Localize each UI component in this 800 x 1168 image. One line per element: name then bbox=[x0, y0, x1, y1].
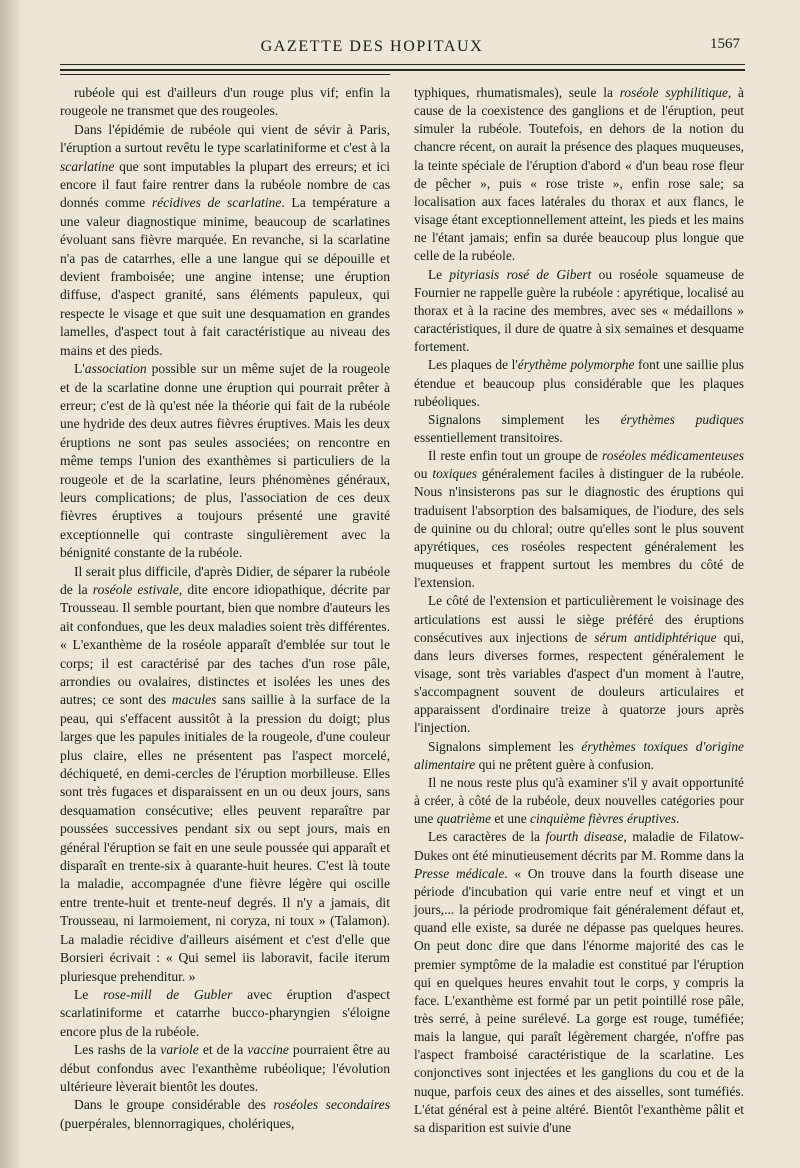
header-rule-thin bbox=[60, 64, 745, 65]
paragraph-text: , dite encore idiopathique, décrite par Trousseau. Il semble pourtant, bien que nombre d'auteurs les ait confondues, que les deux maladies soient très différentes. « L'exanthème de la roséole apparaît d'emblée sur tout le corps; il est caractérisé par des taches d'un rose pâle, arrondies ou ovalaires, distinctes et isolées les unes des autres; ce sont des bbox=[60, 581, 390, 708]
paragraph-text: Les plaques de l' bbox=[428, 357, 518, 373]
paragraph-text: Dans l'épidémie de rubéole qui vient de sévir à Paris, l'éruption a surtout revêtu le type scarlatiniforme et c'est à la bbox=[60, 121, 390, 156]
italic-term: sérum antidiphtérique bbox=[594, 629, 717, 645]
italic-term: quatrième bbox=[436, 811, 491, 827]
paragraph bbox=[60, 563, 390, 986]
paragraph-text: ou bbox=[414, 466, 433, 482]
paragraph-text: avec éruption d'aspect scarlatiniforme et catarrhe bucco-pharyngien s'éloigne encore plus de la rubéole. bbox=[60, 986, 390, 1039]
paragraph-text: et de la bbox=[198, 1042, 248, 1058]
running-header-title: GAZETTE DES HOPITAUX bbox=[260, 38, 484, 55]
paragraph bbox=[60, 1096, 390, 1133]
paragraph-text: Le bbox=[428, 266, 450, 282]
paragraph bbox=[414, 447, 744, 592]
paragraph-text: qui ne prêtent guère à confusion. bbox=[475, 756, 655, 772]
italic-term: Presse médicale bbox=[414, 865, 505, 881]
paragraph-text: Il ne nous reste plus qu'à examiner s'il y avait opportunité à créer, à côté de la rubéole, deux nouvelles catégories pour une bbox=[414, 774, 744, 827]
paragraph bbox=[414, 266, 744, 357]
italic-term: récidives de scarlatine bbox=[151, 195, 282, 211]
paragraph-text: Les caractères de la bbox=[428, 829, 546, 845]
paragraph-text: Dans le groupe considérable des bbox=[74, 1097, 274, 1113]
italic-term: roséole estivale bbox=[92, 581, 179, 597]
paragraph bbox=[60, 986, 390, 1041]
italic-term: érythèmes toxiques d'origine alimentaire bbox=[414, 738, 745, 772]
italic-term: roséoles secondaires bbox=[273, 1097, 390, 1113]
right-text-column bbox=[414, 84, 744, 1137]
italic-term: toxiques bbox=[432, 466, 477, 482]
paragraph-text: font une saillie plus étendue et beaucoup plus considérable que les plaques rubéoliques. bbox=[414, 357, 744, 409]
italic-term: association bbox=[84, 361, 147, 377]
italic-term: fourth disease bbox=[545, 829, 624, 845]
paragraph bbox=[414, 356, 744, 410]
paragraph-text: Le bbox=[74, 986, 104, 1002]
paragraph-text: Signalons simplement les bbox=[428, 411, 621, 427]
page-gutter-shadow bbox=[0, 0, 22, 1168]
paragraph bbox=[60, 121, 390, 360]
paragraph-text: . « On trouve dans la fourth disease une période d'incubation qui varie entre neuf et vingt et un jours,... la période prodromique fait généralement défaut et, quand elle existe, sa durée ne dépasse pas quelques heures. On peut donc dire que dans l'énorme majorité des cas le premier symptôme de la maladie est constitué par l'éruption qui en quelques heures envahit tout le corps, y compris la face. L'exanthème est formé par un petit pointillé rose pâle, très serré, à peine surélevé. La gorge est rouge, tuméfiée; mais la langue, qui paraît légèrement chargée, n'offre pas l'aspect framboisé caractéristique de la scarlatine. Les conjonctives sont injectées et les ganglions du cou et de la nuque, parfois ceux des aines et des aisselles, sont tuméfiés. L'état général est à peine altéré. Bientôt l'exanthème pâlit et sa disparition est suivie d'une bbox=[414, 865, 744, 1135]
paragraph-text: Signalons simplement les bbox=[428, 738, 582, 754]
italic-term: érythèmes pudiques bbox=[620, 411, 744, 427]
italic-term: variole bbox=[160, 1042, 199, 1058]
paragraph-text: pourraient être au début confondus avec l'exanthème rubéolique; l'évolution ultérieure lèverait bientôt les doutes. bbox=[60, 1042, 390, 1094]
paragraph bbox=[60, 1041, 390, 1096]
paragraph-text: Il serait plus difficile, d'après Didier, de séparer la rubéole de la bbox=[60, 563, 390, 597]
paragraph-text: qui, dans leurs diverses formes, respectent généralement le visage, sont très variables d'aspect d'un moment à l'autre, s'accompagnent souvent de douleurs articulaires et apparaissent d'ordinaire treize à quatorze jours après l'injection. bbox=[414, 629, 744, 736]
paragraph bbox=[60, 360, 390, 562]
paragraph bbox=[414, 828, 744, 1137]
italic-term: vaccine bbox=[247, 1042, 289, 1058]
paragraph bbox=[414, 738, 744, 774]
paragraph bbox=[414, 84, 744, 266]
paragraph-text: Les rashs de la bbox=[74, 1042, 161, 1058]
paragraph bbox=[60, 84, 390, 121]
paragraph-text: que sont imputables la plupart des erreurs; et ici encore il faut faire rentrer dans la rubéole nombre de cas donnés comme bbox=[60, 158, 390, 211]
italic-term: pityriasis rosé de Gibert bbox=[449, 266, 592, 282]
header-rule-thick bbox=[60, 69, 745, 71]
header-rule-short bbox=[60, 74, 390, 75]
paragraph bbox=[414, 411, 744, 447]
paragraph-text: (puerpérales, blennorragiques, cholériques, bbox=[60, 1115, 295, 1131]
italic-term: cinquième fièvres éruptives bbox=[530, 811, 677, 827]
paragraph-text: , maladie de Filatow-Dukes ont été minutieusement décrits par M. Romme dans la bbox=[414, 829, 744, 863]
paragraph-text: rubéole qui est d'ailleurs d'un rouge plus vif; enfin la rougeole ne transmet que des rougeoles. bbox=[60, 85, 390, 119]
paragraph-text: sans saillie à la surface de la peau, qui s'effacent aussitôt à la pression du doigt; plus larges que les papules initiales de la rougeole, d'une couleur plus claire, elles ne présentent pas l'aspect morcelé, déchiqueté, en demi-cercles de l'éruption morbilleuse. Elles sont très fugaces et disparaissent en un ou deux jours, sans desquamation consécutive; elles peuvent reparaître par poussées successives pendant six ou sept jours, mais en général l'éruption se fait en une seule poussée qui apparaît et disparaît en trente-six à quarante-huit heures. C'est là toute la maladie, accompagnée d'une fièvre légère qui oscille entre trente-huit et trente-neuf degrés. Il n'y a jamais, dit Trousseau, ni larmoiement, ni coryza, ni toux » (Talamon). La maladie récidive d'ailleurs aisément et c'est d'elle que Borsieri écrivait : « Qui semel iis laboravit, facile iterum pluriesque prehenditur. » bbox=[60, 692, 390, 984]
paragraph-text: . La température a une valeur diagnostique minime, beaucoup de scarlatines évoluant sans fièvre marquée. En revanche, si la scarlatine n'a pas de catarrhes, elle a une langue qui se dépouille et devient framboisée; une angine intense; une éruption diffuse, d'aspect granité, sans éléments papuleux, qui respecte le visage et que suit une desquamation en grandes lamelles, d'aspect tout à fait caractéristique au niveau des mains et des pieds. bbox=[60, 195, 391, 358]
paragraph-text: typhiques, rhumatismales), seule la bbox=[414, 85, 620, 100]
page-number: 1567 bbox=[710, 36, 740, 52]
italic-term: macules bbox=[171, 692, 217, 708]
paragraph-text: L' bbox=[74, 361, 85, 377]
italic-term: érythème polymorphe bbox=[517, 357, 635, 373]
paragraph-text: . bbox=[676, 811, 680, 827]
italic-term: roséoles médicamenteuses bbox=[602, 448, 744, 464]
paragraph-text: Il reste enfin tout un groupe de bbox=[428, 448, 603, 464]
left-text-column bbox=[60, 84, 390, 1133]
paragraph-text: et une bbox=[490, 811, 531, 827]
paragraph-text: possible sur un même sujet de la rougeole et de la scarlatine donne une éruption qui pourrait prêter à erreur; c'est de là qu'est née la théorie qui fait de la rubéole une hydride des deux autres fièvres éruptives. Mais les deux éruptions ne sont pas seules associées; on rencontre en même temps l'union des exanthèmes si particuliers de la rougeole et de la scarlatine, leurs phénomènes généraux, leurs complications; de plus, l'association de ces deux fièvres éruptives a toujours présenté une gravité exceptionnelle qui contraste singulièrement avec la bénignité constante de la rubéole. bbox=[60, 361, 390, 561]
paragraph-text: essentiellement transitoires. bbox=[414, 429, 563, 445]
paragraph-text: , à cause de la coexistence des ganglions et de l'éruption, peut simuler la rubéole. Toutefois, en dehors de la notion du chancre récent, on aurait la présence des plaques muqueuses, la teinte spéciale de l'éruption d'abord « d'un beau rose fleur de pêcher », puis « rose triste », enfin rose sale; sa localisation aux faces latérales du thorax et aux flancs, le visage étant exceptionnellement atteint, les pieds et les mains ne l'étant jamais; enfin sa durée beaucoup plus longue que celle de la rubéole. bbox=[414, 85, 744, 264]
paragraph-text: ou roséole squameuse de Fournier ne rappelle guère la rubéole : apyrétique, localisé au thorax et à la racine des membres, avec ses « médaillons » caractéristiques, il dure de quatre à six semaines et desquame fortement. bbox=[414, 266, 744, 355]
paragraph bbox=[414, 774, 744, 828]
paragraph-text: Le côté de l'extension et particulièrement le voisinage des articulations est aussi le siège préféré des éruptions consécutives aux injections de bbox=[414, 593, 744, 645]
paragraph bbox=[414, 592, 744, 737]
italic-term: scarlatine bbox=[60, 158, 115, 174]
italic-term: rose-mill de Gubler bbox=[103, 986, 233, 1002]
paragraph-text: généralement faciles à distinguer de la rubéole. Nous n'insisterons pas sur le diagnostic des éruptions qui traduisent l'absorption des balsamiques, de l'iodure, des sels de quinine ou du chloral; outre qu'elles sont le plus souvent apyrétiques, ces roséoles respectent généralement les muqueuses et frappent surtout les membres du côté de l'extension. bbox=[414, 466, 744, 591]
italic-term: roséole syphilitique bbox=[619, 85, 728, 100]
